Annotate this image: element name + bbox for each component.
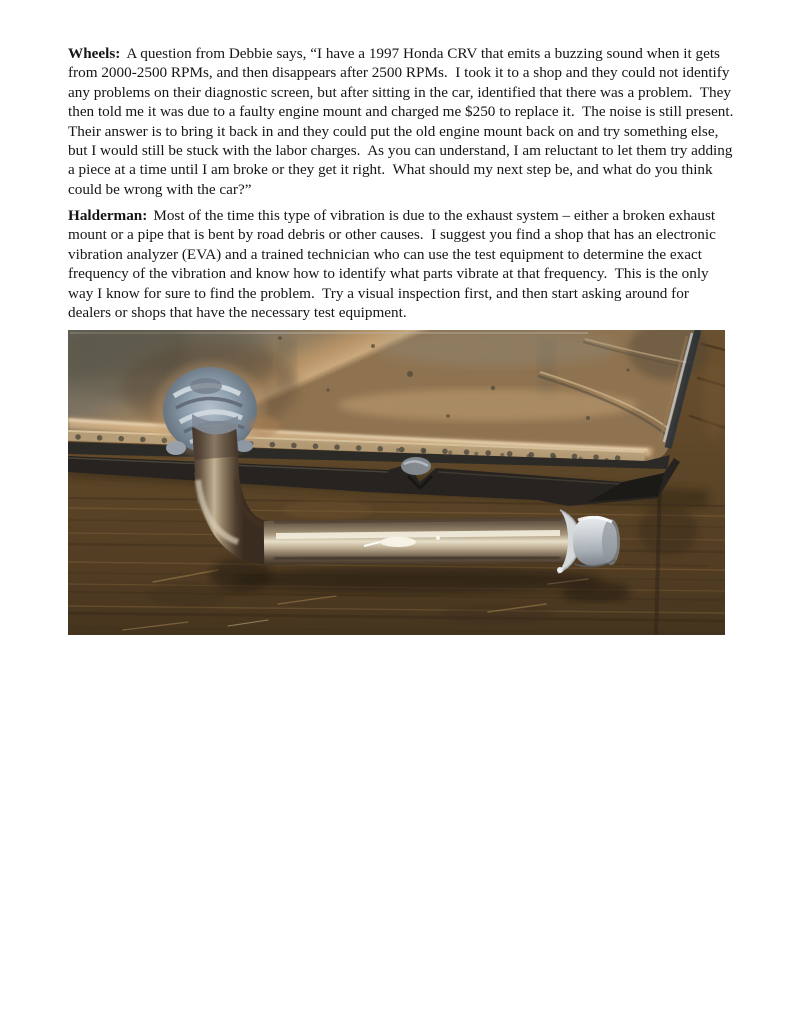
paragraph-halderman-text: Most of the time this type of vibration is due to the exhaust system – either a broken exhaust mount or a pipe that is bent by road debris or other causes. I suggest you find a shop that has an electronic vibration analyzer (EVA) and a trained technician who can use the test equipment to determine the exact frequency of the vibration and know how to identify what parts vibrate at that frequency. This is the only way I know for sure to find the problem. Try a visual inspection first, and then start asking around for dealers or shops that have the necessary test equipment. (68, 207, 720, 322)
paragraph-halderman (68, 206, 734, 322)
paragraph-wheels (68, 44, 741, 199)
exhaust-photo (68, 330, 725, 635)
speaker-label-halderman: Halderman: (68, 207, 148, 224)
speaker-label-wheels: Wheels: (68, 45, 121, 62)
paragraph-wheels-text: A question from Debbie says, “I have a 1997 Honda CRV that emits a buzzing sound when it gets from 2000-2500 RPMs, and then disappears after 2500 RPMs. I took it to a shop and they could not identify any problems on their diagnostic screen, but after sitting in the car, identified that there was a problem. They then told me it was due to a faulty engine mount and charged me $250 to replace it. The noise is still present. Their answer is to bring it back in and they could put the old engine mount back on and try something else, but I would still be stuck with the labor charges. As you can understand, I am reluctant to let them try adding a piece at a time until I am broke or they get it right. What should my next step be, and what do you think could be wrong with the car?” (68, 45, 741, 198)
